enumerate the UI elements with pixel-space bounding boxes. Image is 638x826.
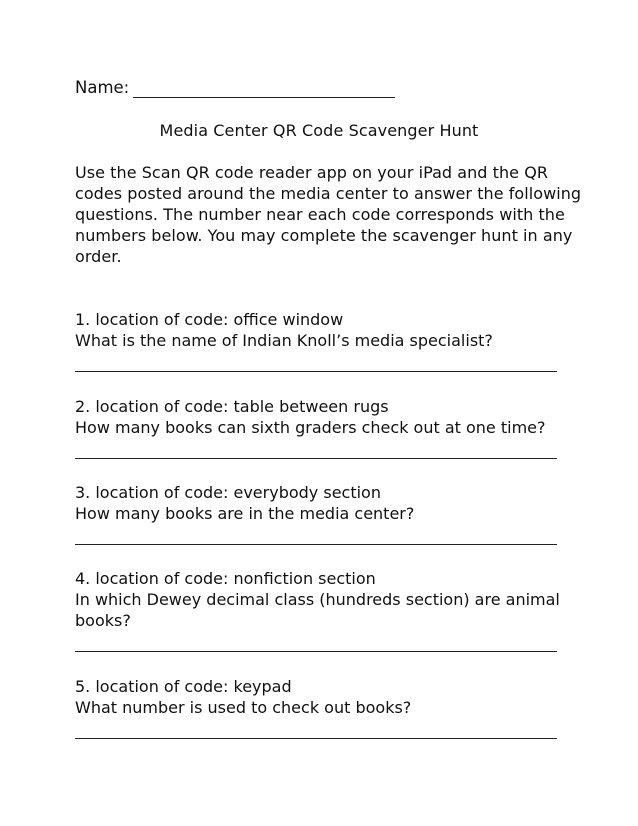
answer-line[interactable] xyxy=(75,651,557,652)
instructions-line: questions. The number near each code corresponds with the xyxy=(75,205,565,224)
question-location: 3. location of code: everybody section xyxy=(75,483,381,502)
question-2 xyxy=(75,396,557,438)
instructions-line: order. xyxy=(75,247,122,266)
instructions xyxy=(75,162,582,267)
question-text: books? xyxy=(75,611,131,630)
question-text: What is the name of Indian Knoll’s media specialist? xyxy=(75,331,493,350)
name-answer-line[interactable] xyxy=(133,97,395,98)
instructions-line: Use the Scan QR code reader app on your iPad and the QR xyxy=(75,163,549,182)
question-text: What number is used to check out books? xyxy=(75,698,412,717)
question-location: 4. location of code: nonfiction section xyxy=(75,569,376,588)
answer-line[interactable] xyxy=(75,371,557,372)
instructions-line: numbers below. You may complete the scavenger hunt in any xyxy=(75,226,573,245)
answer-line[interactable] xyxy=(75,544,557,545)
question-text: In which Dewey decimal class (hundreds section) are animal xyxy=(75,590,560,609)
page-title: Media Center QR Code Scavenger Hunt xyxy=(159,121,479,140)
question-text: How many books can sixth graders check out at one time? xyxy=(75,418,546,437)
question-5 xyxy=(75,676,557,718)
answer-line[interactable] xyxy=(75,738,557,739)
question-text: How many books are in the media center? xyxy=(75,504,415,523)
question-3 xyxy=(75,482,557,524)
instructions-line: codes posted around the media center to answer the following xyxy=(75,184,582,203)
question-location: 1. location of code: office window xyxy=(75,310,344,329)
question-1 xyxy=(75,309,557,351)
name-label: Name: xyxy=(75,78,130,97)
name-field[interactable] xyxy=(75,78,405,100)
question-4 xyxy=(75,568,560,631)
question-location: 2. location of code: table between rugs xyxy=(75,397,389,416)
question-location: 5. location of code: keypad xyxy=(75,677,292,696)
answer-line[interactable] xyxy=(75,458,557,459)
